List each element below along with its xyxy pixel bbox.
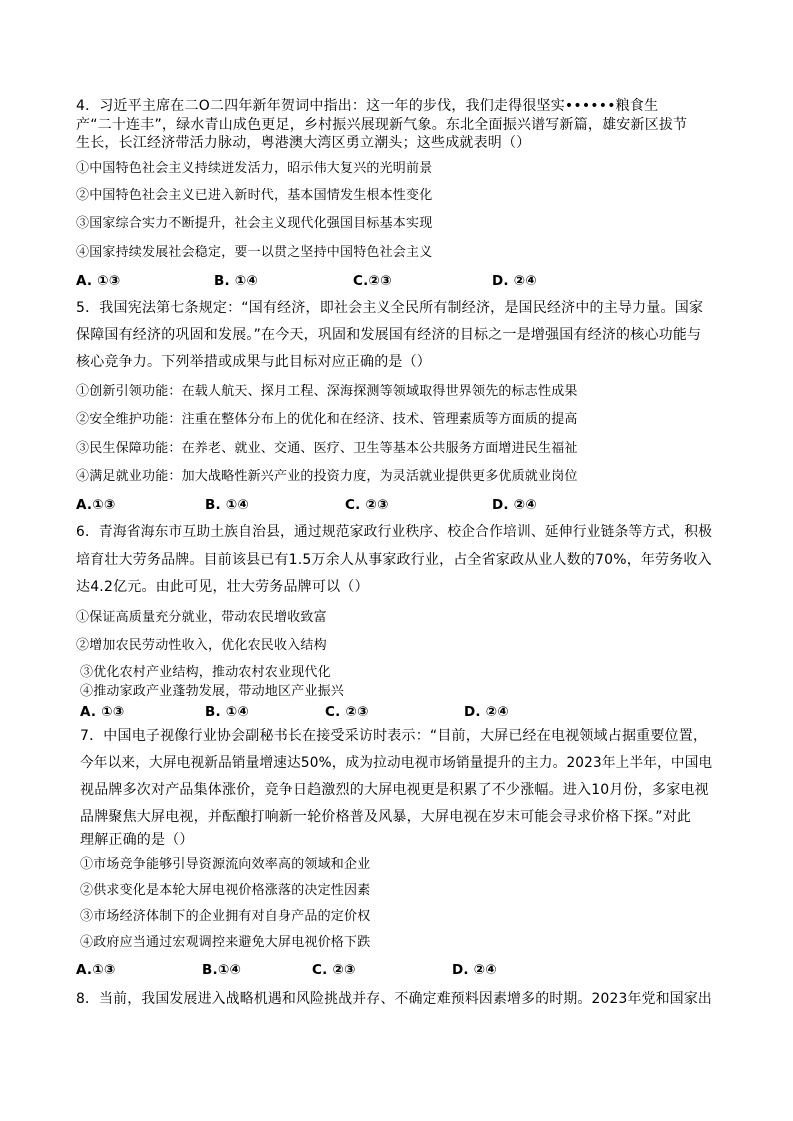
choice-d[interactable]: D. ②④	[492, 497, 537, 513]
choice-d[interactable]: D. ②④	[492, 273, 537, 289]
question-stem-line: 6．青海省海东市互助土族自治县，通过规范家政行业秩序、校企合作培训、延伸行业链条等方式，积极	[76, 524, 713, 540]
question-stem-line: 8．当前，我国发展进入战略机遇和风险挑战并存、不确定难预料因素增多的时期。2023年党和国家出	[76, 991, 712, 1007]
question-stem-line: 今年以来，大屏电视新品销量增速达50%，成为拉动电视市场销量提升的主力。2023年上半年，中国电	[80, 755, 713, 771]
question-stem-line: 品牌聚焦大屏电视，并酝酿打响新一轮价格普及风暴，大屏电视在岁末可能会寻求价格下探。”对此	[80, 809, 692, 825]
choice-a[interactable]: A.①③	[76, 497, 116, 513]
choice-a[interactable]: A.①③	[76, 962, 116, 978]
question-stem-line: 保障国有经济的巩固和发展。”在今天，巩固和发展国有经济的目标之一是增强国有经济的核心功能与	[76, 327, 702, 343]
choice-b[interactable]: B. ①④	[205, 704, 249, 720]
question-stem-line: 理解正确的是（）	[80, 832, 194, 848]
statement-item: ③民生保障功能：在养老、就业、交通、医疗、卫生等基本公共服务方面增进民生福祉	[76, 441, 578, 456]
statement-item: ③优化农村产业结构，推动农村农业现代化	[80, 665, 331, 680]
statement-item: ③市场经济体制下的企业拥有对自身产品的定价权	[80, 909, 371, 924]
choice-a[interactable]: A. ①③	[80, 704, 125, 720]
question-stem-line: 培育壮大劳务品牌。目前该县已有1.5万余人从事家政行业，占全省家政从业人数的70%，年劳务收入	[76, 552, 712, 568]
choice-a[interactable]: A. ①③	[76, 273, 121, 289]
statement-item: ①市场竞争能够引导资源流向效率高的领域和企业	[80, 857, 371, 872]
choice-c[interactable]: C. ②③	[345, 497, 389, 513]
question-stem-line: 视品牌多次对产品集体涨价，竞争日趋激烈的大屏电视更是积累了不少涨幅。进入10月份，多家电视	[80, 782, 709, 798]
statement-item: ④满足就业功能：加大战略性新兴产业的投资力度，为灵活就业提供更多优质就业岗位	[76, 469, 578, 484]
statement-item: ②增加农民劳动性收入，优化农民收入结构	[76, 638, 327, 653]
statement-item: ②中国特色社会主义已进入新时代，基本国情发生根本性变化	[76, 188, 433, 203]
choice-c[interactable]: C.②③	[353, 273, 392, 289]
choice-b[interactable]: B.①④	[202, 962, 242, 978]
question-stem-line: 产“二十连丰”，绿水青山成色更足，乡村振兴展现新气象。东北全面振兴谱写新篇，雄安新区拔节	[76, 117, 688, 133]
statement-item: ④政府应当通过宏观调控来避免大屏电视价格下跌	[80, 935, 371, 950]
choice-c[interactable]: C. ②③	[325, 704, 369, 720]
choice-c[interactable]: C. ②③	[312, 962, 356, 978]
choice-d[interactable]: D. ②④	[464, 704, 509, 720]
question-stem-line: 5．我国宪法第七条规定：“国有经济，即社会主义全民所有制经济，是国民经济中的主导力量。国家	[76, 300, 704, 316]
statement-item: ②安全维护功能：注重在整体分布上的优化和在经济、技术、管理素质等方面质的提高	[76, 412, 578, 427]
question-stem-line: 4．习近平主席在二O二四年新年贺词中指出：这一年的步伐，我们走得很坚实••••••粮食生	[76, 98, 659, 114]
statement-item: ①中国特色社会主义持续迸发活力，昭示伟大复兴的光明前景	[76, 161, 433, 176]
question-stem-line: 核心竞争力。下列举措或成果与此目标对应正确的是（）	[76, 354, 431, 370]
statement-item: ①创新引领功能：在载人航天、探月工程、深海探测等领域取得世界领先的标志性成果	[76, 384, 578, 399]
choice-d[interactable]: D. ②④	[452, 962, 497, 978]
question-stem-line: 达4.2亿元。由此可见，壮大劳务品牌可以（）	[76, 579, 369, 595]
statement-item: ④国家持续发展社会稳定，要一以贯之坚持中国特色社会主义	[76, 245, 433, 260]
statement-item: ②供求变化是本轮大屏电视价格涨落的决定性因素	[80, 883, 371, 898]
statement-item: ①保证高质量充分就业，带动农民增收致富	[76, 610, 327, 625]
question-stem-line: 7．中国电子视像行业协会副秘书长在接受采访时表示：“目前，大屏已经在电视领域占据重要位置，	[80, 728, 708, 744]
choice-b[interactable]: B. ①④	[214, 273, 258, 289]
question-stem-line: 生长，长江经济带活力脉动，粤港澳大湾区勇立潮头；这些成就表明（）	[76, 135, 531, 151]
statement-item: ④推动家政产业蓬勃发展，带动地区产业振兴	[80, 684, 345, 699]
statement-item: ③国家综合实力不断提升，社会主义现代化强国目标基本实现	[76, 216, 433, 231]
choice-b[interactable]: B. ①④	[205, 497, 249, 513]
